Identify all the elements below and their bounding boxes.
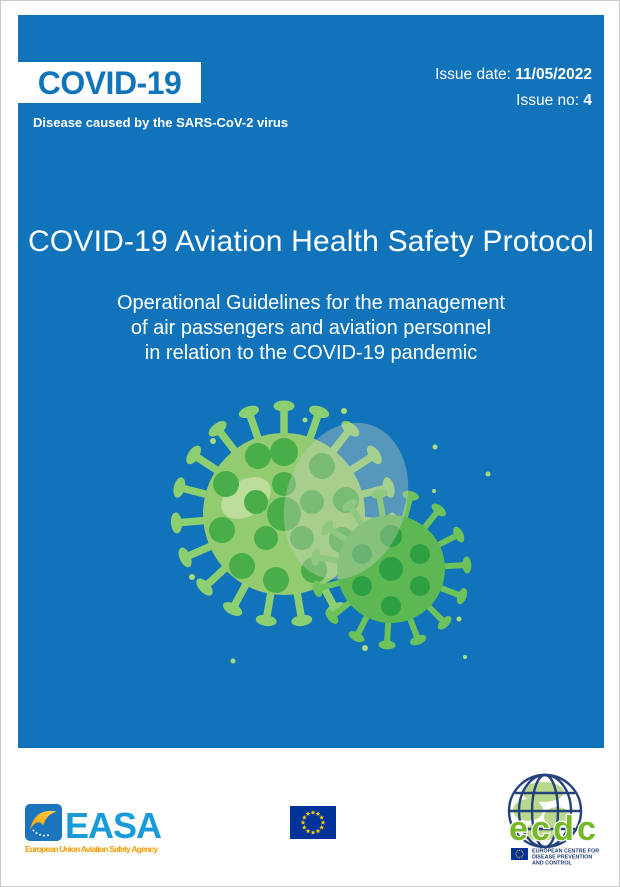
- issue-no-value: 4: [583, 92, 592, 109]
- cover-blue-panel: [18, 15, 604, 748]
- ecdc-logo: [487, 772, 615, 885]
- svg-text:EUROPEAN CENTRE FOR: EUROPEAN CENTRE FOR: [532, 848, 600, 855]
- easa-bird-icon: [25, 804, 62, 841]
- issue-date-value: 11/05/2022: [515, 66, 592, 83]
- subtitle-line-3: in relation to the COVID-19 pandemic: [144, 342, 478, 364]
- covid-19-badge: [18, 62, 201, 103]
- eu-flag-icon: [290, 806, 336, 839]
- svg-text:DISEASE PREVENTION: DISEASE PREVENTION: [532, 854, 593, 861]
- issue-no-line: [435, 88, 592, 114]
- subtitle-line-1: Operational Guidelines for the management: [116, 292, 505, 314]
- coronavirus-icon: [141, 379, 501, 679]
- badge-subtitle: Disease caused by the SARS-CoV-2 virus: [33, 115, 289, 130]
- easa-wordmark: EASA: [65, 805, 162, 846]
- ecdc-logo-icon: [487, 772, 615, 880]
- issue-no-label: Issue no:: [516, 92, 580, 109]
- document-subtitle: [18, 291, 604, 366]
- ecdc-tagline: [532, 849, 599, 867]
- eu-flag: [290, 806, 336, 844]
- issue-info: [435, 62, 592, 114]
- subtitle-line-2: of air passengers and aviation personnel: [130, 317, 492, 339]
- easa-logo: [25, 801, 167, 860]
- issue-date-line: [435, 62, 592, 88]
- easa-logo-icon: [25, 801, 167, 855]
- badge-title: COVID-19: [37, 64, 182, 101]
- document-title: COVID-19 Aviation Health Safety Protocol: [27, 225, 595, 258]
- coronavirus-illustration: [141, 379, 501, 684]
- footer-logos: [1, 748, 620, 887]
- easa-tagline: European Union Aviation Safety Agency: [25, 844, 158, 854]
- ecdc-eu-flag-icon: [511, 848, 528, 860]
- ecdc-wordmark: ecdc: [509, 810, 597, 848]
- svg-text:AND CONTROL: AND CONTROL: [532, 860, 572, 867]
- issue-date-label: Issue date:: [435, 66, 511, 83]
